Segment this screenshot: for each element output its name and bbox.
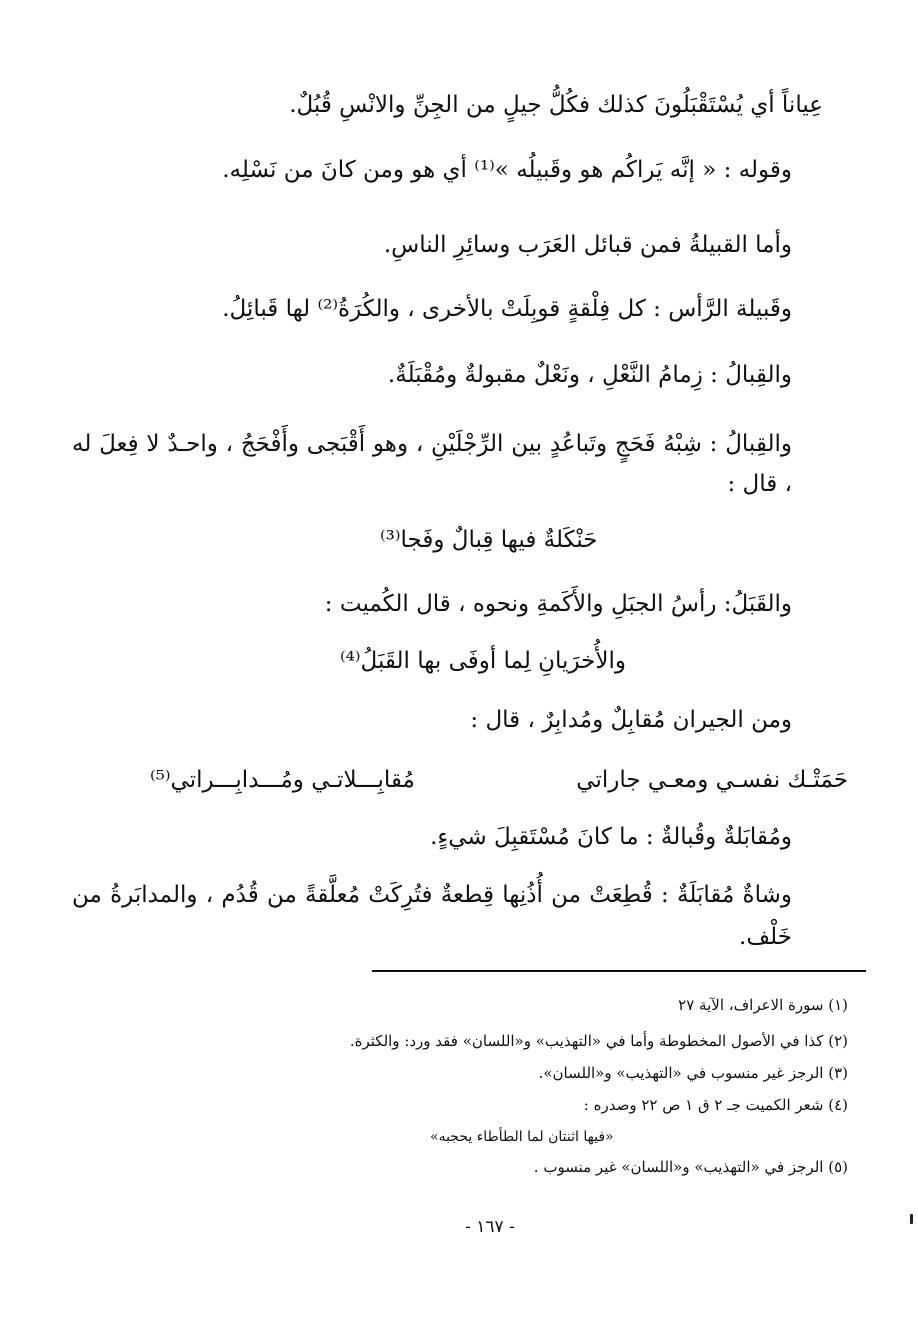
- text-line-7: والقَبَلُ: رأسُ الجبَلِ والأَكَمةِ ونحوه ، قال الكُميت :: [324, 591, 792, 617]
- footnote-2: (٢) كذا في الأصول المخطوطة وأما في «التهذيب» و«اللسان» فقد ورد: والكثرة.: [349, 1032, 848, 1050]
- verse-hemistich-left: مُقابِـــلاتـي ومُـــدابِـــراتي⁽⁵⁾: [150, 767, 415, 793]
- text-line-3: وأما القبيلةُ فمن قبائل العَرَب وسائِرِ الناسِ.: [383, 232, 792, 258]
- footnote-1: (١) سورة الاعراف، الآية ٢٧: [678, 996, 848, 1014]
- verse-line-2: والأُخرَيانِ لِما أوفَى بها القَبَلُ⁽⁴⁾: [340, 648, 626, 674]
- text-paragraph-10: وشاةٌ مُقابَلَةٌ : قُطِعَتْ من أُذُنِها قِطعةٌ فتُرِكَتْ مُعلَّقةً من قُدُم ، والمدابَرةُ من خَلْف.: [72, 882, 792, 950]
- text-line-5: والقِبالُ : زِمامُ النَّعْلِ ، ونَعْلٌ مقبولةٌ ومُقْبَلَةٌ.: [387, 362, 792, 388]
- footnote-4: (٤) شعر الكميت جـ ٢ ق ١ ص ٢٢ وصدره :: [583, 1096, 848, 1114]
- text-line-4: وقَبيلة الرَّأس : كل فِلْقةٍ قوبِلَتْ بالأخرى ، والكُرَةُ⁽²⁾ لها قَبائِلُ.: [222, 296, 792, 322]
- verse-line-1: حَنْكَلةٌ فيها قِبالٌ وفَجا⁽³⁾: [380, 527, 598, 553]
- text-line-2: وقوله : « إنَّه يَراكُم هو وقَبيلُه »⁽¹⁾ أي هو ومن كانَ من نَسْلِه.: [222, 157, 792, 183]
- scan-speck: [910, 1214, 913, 1224]
- text-paragraph-6: والقِبالُ : شِبْهُ فَحَجٍ وتَباعُدٍ بين الرِّجْلَيْنِ ، وهو أَقْبَجى وأَفْحَجُ ، واحـدٌ لا فِعلَ له ، قال :: [72, 431, 792, 497]
- page-number: - ١٦٧ -: [465, 1217, 515, 1237]
- text-line-1: عِياناً أي يُسْتَقْبَلُونَ كذلك فكُلُّ جيلٍ من الجِنِّ والانْسِ قُبُلٌ.: [289, 92, 823, 118]
- footnote-separator: [372, 970, 866, 972]
- footnote-3: (٣) الرجز غير منسوب في «التهذيب» و«اللسان».: [538, 1064, 848, 1082]
- text-line-8: ومن الجيران مُقابِلٌ ومُدابِرٌ ، قال :: [470, 707, 792, 733]
- text-line-9: ومُقابَلةٌ وقُبالةٌ : ما كانَ مُسْتَقبِلَ شيءٍ.: [430, 824, 792, 850]
- footnote-5: (٥) الرجز في «التهذيب» و«اللسان» غير منسوب .: [533, 1158, 848, 1176]
- footnote-4-quote: «فيها اثنتان لما الطأطاء يحجبه»: [430, 1129, 614, 1145]
- verse-hemistich-right: حَمَتْـك نفسـي ومعـي جاراتي: [576, 767, 848, 793]
